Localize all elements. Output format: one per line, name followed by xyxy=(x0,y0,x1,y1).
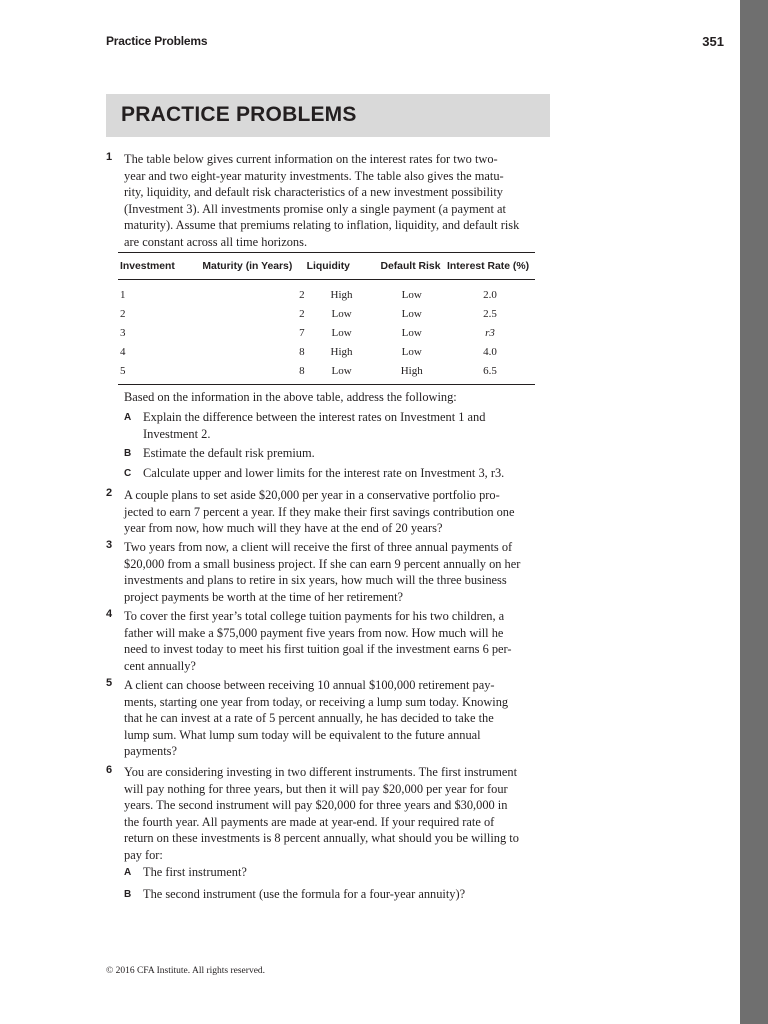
cell-liquidity: High xyxy=(330,346,353,359)
subpart-text: Calculate upper and lower limits for the interest rate on Investment 3, r3. xyxy=(143,466,505,480)
cell-liquidity: Low xyxy=(331,307,352,320)
problem-text: To cover the first year’s total college tuition payments for his two children, a father will make a $75,000 payment five years from now. How much will he need to invest today to meet his first tuition goal if the investment earns 6 per- cent annually? xyxy=(124,609,512,673)
investment-table xyxy=(118,252,535,385)
table-row xyxy=(118,304,535,323)
cell-investment: 2 xyxy=(120,307,126,320)
page-edge-bar xyxy=(740,0,768,1024)
column-header-maturity: Maturity (in Years) xyxy=(188,253,305,280)
subpart-text: The second instrument (use the formula for a four-year annuity)? xyxy=(143,887,466,901)
subpart-label: B xyxy=(124,448,132,459)
problem-number: 3 xyxy=(106,539,113,551)
cell-investment: 3 xyxy=(120,326,126,339)
table-row xyxy=(118,323,535,342)
subpart-label: B xyxy=(124,889,132,900)
section-title-box xyxy=(106,94,550,137)
column-header-liquidity: Liquidity xyxy=(305,253,379,280)
cell-liquidity: Low xyxy=(305,362,379,385)
subpart-label: A xyxy=(124,867,132,878)
cell-interest-rate: 2.0 xyxy=(483,288,497,301)
cell-interest-rate: 4.0 xyxy=(483,346,497,359)
cell-liquidity: High xyxy=(330,288,353,301)
problem-text: A client can choose between receiving 10 annual $100,000 retirement pay- ments, starting one year from today, or receiving a lump sum today. Knowing that he can invest at a rate of 5 percent annually, he has decided to take the lump sum. What lump sum today will be equivalent to the future annual payments? xyxy=(124,678,509,759)
problem-text: Two years from now, a client will receive the first of three annual payments of $20,000 from a small business project. If she can earn 9 percent annually on her investments and plans to retire in six years, how much will the three business project payments be worth at the time of her retirement? xyxy=(124,540,521,604)
problem-number: 5 xyxy=(106,677,113,689)
cell-investment: 4 xyxy=(120,346,126,359)
problem-number: 2 xyxy=(106,487,113,499)
cell-default-risk: Low xyxy=(401,307,422,320)
cell-default-risk: Low xyxy=(401,346,422,359)
column-header-investment: Investment xyxy=(118,253,188,280)
table-row xyxy=(118,362,535,385)
page-number: 351 xyxy=(702,34,724,49)
running-header: Practice Problems xyxy=(106,34,208,48)
cell-investment: 5 xyxy=(118,362,188,385)
cell-interest-rate: 6.5 xyxy=(445,362,535,385)
cell-liquidity: Low xyxy=(331,326,352,339)
subpart-text: Explain the difference between the interest rates on Investment 1 and Investment 2. xyxy=(143,410,486,441)
cell-maturity: 2 xyxy=(299,288,305,301)
column-header-default-risk: Default Risk xyxy=(378,253,445,280)
table-row xyxy=(118,280,535,305)
subpart-text: Estimate the default risk premium. xyxy=(143,446,315,460)
table-row xyxy=(118,343,535,362)
problem-number: 6 xyxy=(106,764,113,776)
problem-number: 4 xyxy=(106,608,113,620)
cell-maturity: 8 xyxy=(299,346,305,359)
problem-text: You are considering investing in two different instruments. The first instrument will pay nothing for three years, but then it will pay $20,000 per year for four years. The second instrument will pay $20,000 for three years and $30,000 in the fourth year. All payments are made at year-end. If your required rate of return on these investments is 8 percent annually, what should you be willing to pay for: xyxy=(124,765,519,862)
subpart-label: A xyxy=(124,412,132,423)
column-header-interest-rate: Interest Rate (%) xyxy=(445,253,535,280)
subpart-label: C xyxy=(124,468,132,479)
cell-maturity: 8 xyxy=(188,362,305,385)
problem-text: The table below gives current information on the interest rates for two two- year and two eight-year maturity investments. The table also gives the matu- rity, liquidity, and default risk characteristics of a new investment possibility (Investment 3). All investments promise only a single payment (a payment at maturity). Assume that premiums relating to inflation, liquidity, and default risk are constant across all time horizons. xyxy=(124,152,520,249)
subparts-intro: Based on the information in the above table, address the following: xyxy=(124,390,457,404)
problem-number: 1 xyxy=(106,151,113,163)
cell-investment: 1 xyxy=(120,288,126,301)
section-title: PRACTICE PROBLEMS xyxy=(121,103,357,126)
cell-maturity: 7 xyxy=(299,326,305,339)
table-header-row xyxy=(118,253,535,280)
cell-default-risk: Low xyxy=(401,288,422,301)
cell-interest-rate: 2.5 xyxy=(483,307,497,320)
problem-text: A couple plans to set aside $20,000 per year in a conservative portfolio pro- jected to earn 7 percent a year. If they make their first savings contribution one year from now, how much will they have at the end of 20 years? xyxy=(124,488,515,536)
cell-interest-rate: r3 xyxy=(485,326,495,339)
copyright-footer: © 2016 CFA Institute. All rights reserved. xyxy=(106,966,266,976)
cell-default-risk: High xyxy=(378,362,445,385)
subpart-text: The first instrument? xyxy=(143,865,247,879)
cell-default-risk: Low xyxy=(401,326,422,339)
cell-maturity: 2 xyxy=(299,307,305,320)
